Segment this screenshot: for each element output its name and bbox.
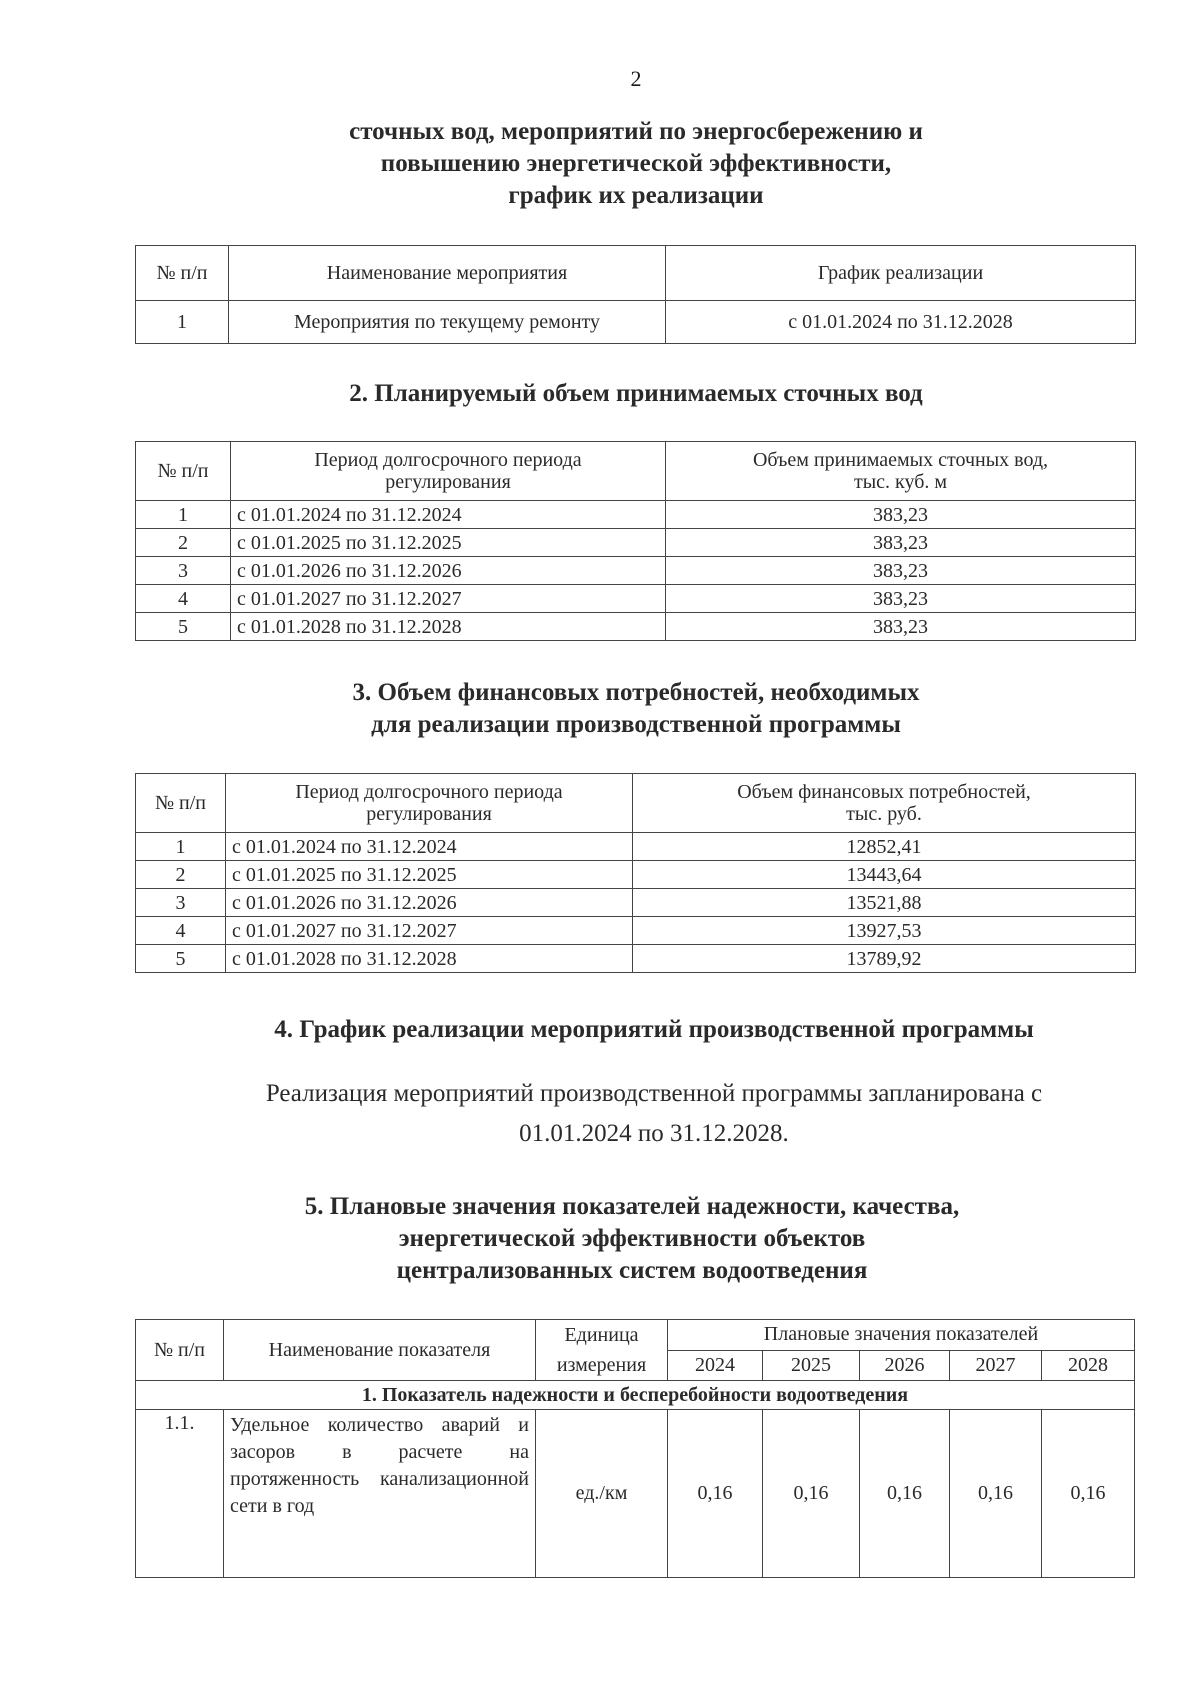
cell-schedule: с 01.01.2024 по 31.12.2028	[666, 301, 1136, 344]
table-row	[136, 917, 1136, 945]
cell-num: 5	[136, 613, 231, 641]
cell-volume: 383,23	[666, 613, 1136, 641]
section1-title	[0, 116, 1200, 212]
cell-num: 3	[136, 557, 231, 585]
section5-title	[0, 1191, 1200, 1287]
col-header-unit-line: Единица	[564, 1324, 639, 1346]
col-header-num: № п/п	[136, 774, 226, 833]
cell-indicator-name: Удельное количество аварий и засоров в расчете на протяженность канализационной сети в год	[224, 1410, 536, 1578]
section3-title-line: для реализации производственной программы	[371, 711, 901, 738]
section4-text	[18, 1074, 1200, 1154]
cell-num: 1.1.	[136, 1410, 224, 1578]
group-title: 1. Показатель надежности и бесперебойности водоотведения	[136, 1381, 1135, 1410]
page-number: 2	[630, 66, 642, 91]
cell-num: 4	[136, 585, 231, 613]
col-header-measure-name: Наименование мероприятия	[229, 246, 666, 301]
col-header-period-line: регулирования	[385, 471, 511, 493]
cell-volume: 383,23	[666, 501, 1136, 529]
group-row	[136, 1381, 1135, 1410]
col-header-volume	[666, 442, 1136, 501]
table-row	[136, 889, 1136, 917]
col-header-finance	[633, 774, 1136, 833]
col-header-year: 2027	[950, 1350, 1042, 1381]
cell-period: с 01.01.2026 по 31.12.2026	[226, 889, 633, 917]
col-header-indicator-name: Наименование показателя	[224, 1320, 536, 1381]
section3-title-line: 3. Объем финансовых потребностей, необходимых	[352, 679, 920, 706]
section2-title-text: 2. Планируемый объем принимаемых сточных вод	[349, 380, 923, 407]
table-row	[136, 1410, 1135, 1578]
col-header-year: 2026	[860, 1350, 950, 1381]
col-header-unit	[536, 1320, 668, 1381]
cell-amount: 13521,88	[633, 889, 1136, 917]
cell-num: 2	[136, 529, 231, 557]
col-header-year: 2028	[1042, 1350, 1135, 1381]
cell-num: 1	[136, 833, 226, 861]
indicators-table	[135, 1319, 1135, 1578]
col-header-plan-values: Плановые значения показателей	[668, 1320, 1135, 1351]
cell-num: 5	[136, 945, 226, 973]
cell-volume: 383,23	[666, 529, 1136, 557]
col-header-year: 2024	[668, 1350, 763, 1381]
col-header-num: № п/п	[136, 1320, 224, 1381]
section5-title-line: энергетической эффективности объектов	[398, 1225, 866, 1252]
section4-text-line: 01.01.2024 по 31.12.2028.	[519, 1120, 789, 1147]
cell-period: с 01.01.2027 по 31.12.2027	[226, 917, 633, 945]
col-header-period	[226, 774, 633, 833]
cell-value: 0,16	[668, 1410, 763, 1578]
table-row	[136, 557, 1136, 585]
cell-num: 1	[136, 501, 231, 529]
section1-title-line: график их реализации	[508, 182, 764, 209]
financial-needs-table	[135, 773, 1136, 973]
cell-amount: 13443,64	[633, 861, 1136, 889]
cell-period: с 01.01.2024 по 31.12.2024	[226, 833, 633, 861]
col-header-period-line: Период долгосрочного периода	[314, 449, 582, 471]
section4-text-line: Реализация мероприятий производственной программы запланирована с	[265, 1080, 1043, 1107]
cell-amount: 12852,41	[633, 833, 1136, 861]
table-row	[136, 585, 1136, 613]
col-header-year: 2025	[763, 1350, 860, 1381]
cell-period: с 01.01.2026 по 31.12.2026	[231, 557, 666, 585]
section5-title-line: 5. Плановые значения показателей надежности, качества,	[304, 1193, 960, 1220]
cell-num: 1	[136, 301, 229, 344]
section5-title-line: централизованных систем водоотведения	[396, 1257, 868, 1284]
col-header-volume-line: Объем принимаемых сточных вод,	[752, 449, 1049, 471]
cell-amount: 13927,53	[633, 917, 1136, 945]
table-row	[136, 301, 1136, 344]
cell-period: с 01.01.2025 по 31.12.2025	[226, 861, 633, 889]
cell-value: 0,16	[1042, 1410, 1135, 1578]
col-header-period	[231, 442, 666, 501]
cell-num: 3	[136, 889, 226, 917]
cell-unit: ед./км	[536, 1410, 668, 1578]
col-header-schedule: График реализации	[666, 246, 1136, 301]
cell-period: с 01.01.2028 по 31.12.2028	[226, 945, 633, 973]
table-row	[136, 833, 1136, 861]
section2-title	[0, 378, 1200, 410]
col-header-finance-line: Объем финансовых потребностей,	[737, 781, 1031, 803]
cell-num: 2	[136, 861, 226, 889]
section1-title-line: сточных вод, мероприятий по энергосбережению и	[349, 118, 923, 145]
measures-table	[135, 245, 1136, 344]
col-header-volume-line: тыс. куб. м	[853, 471, 948, 493]
cell-period: с 01.01.2024 по 31.12.2024	[231, 501, 666, 529]
cell-amount: 13789,92	[633, 945, 1136, 973]
col-header-unit-line: измерения	[556, 1354, 647, 1376]
cell-period: с 01.01.2027 по 31.12.2027	[231, 585, 666, 613]
col-header-num: № п/п	[136, 442, 231, 501]
wastewater-volume-table	[135, 441, 1136, 641]
cell-volume: 383,23	[666, 585, 1136, 613]
table-row	[136, 529, 1136, 557]
col-header-period-line: регулирования	[366, 803, 492, 825]
cell-value: 0,16	[763, 1410, 860, 1578]
cell-value: 0,16	[950, 1410, 1042, 1578]
table-row	[136, 613, 1136, 641]
cell-num: 4	[136, 917, 226, 945]
col-header-period-line: Период долгосрочного периода	[295, 781, 563, 803]
cell-value: 0,16	[860, 1410, 950, 1578]
cell-measure-name: Мероприятия по текущему ремонту	[229, 301, 666, 344]
section4-title	[18, 1014, 1200, 1046]
col-header-num: № п/п	[136, 246, 229, 301]
cell-period: с 01.01.2025 по 31.12.2025	[231, 529, 666, 557]
table-row	[136, 861, 1136, 889]
section3-title	[0, 677, 1200, 741]
table-row	[136, 945, 1136, 973]
section1-title-line: повышению энергетической эффективности,	[380, 150, 892, 177]
col-header-finance-line: тыс. руб.	[846, 803, 922, 825]
section4-title-text: 4. График реализации мероприятий производственной программы	[274, 1016, 1034, 1043]
cell-volume: 383,23	[666, 557, 1136, 585]
table-row	[136, 501, 1136, 529]
cell-period: с 01.01.2028 по 31.12.2028	[231, 613, 666, 641]
